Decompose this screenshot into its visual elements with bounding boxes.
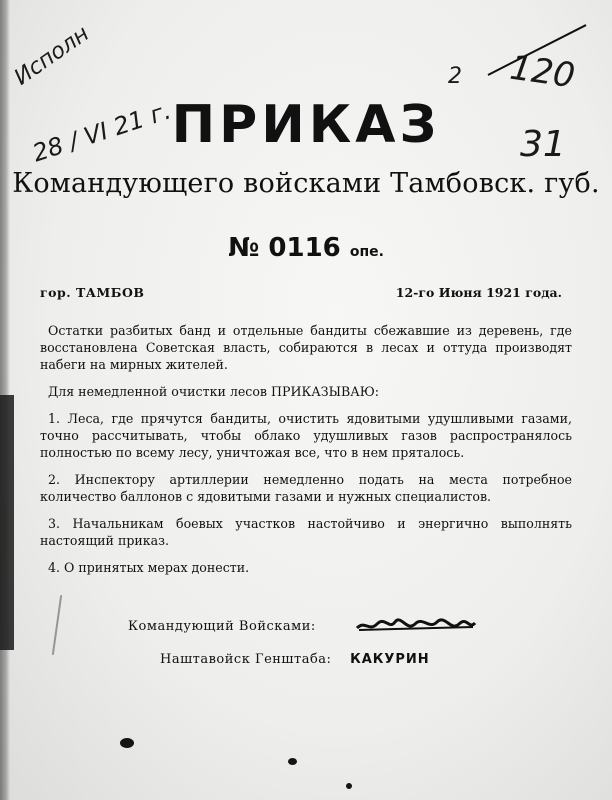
handwritten-struck-number: 120 (507, 47, 578, 97)
scan-scratch (52, 595, 62, 655)
order-number-value: № 0116 (228, 233, 341, 263)
order-line: Для немедленной очистки лесов ПРИКАЗЫВАЮ: (48, 384, 380, 399)
order-item-2: 2. Инспектору артиллерии немедленно подать на места потребное количество баллонов с ядовитыми газами и нужных специалистов. (40, 472, 572, 504)
handwritten-new-number: 31 (520, 124, 566, 165)
order-item-1: 1. Леса, где прячутся бандиты, очистить ядовитыми удушливыми газами, точно рассчитывать, чтобы облако удушливых газов распространялось полностью по всему лесу, уничтожая все, что в нем пряталось. (40, 411, 572, 460)
document-title: ПРИКАЗ (171, 95, 441, 155)
order-item-3: 3. Начальникам боевых участков настойчиво и энергично выполнять настоящий приказ. (40, 516, 572, 548)
ink-blot (120, 738, 134, 748)
chief-name: КАКУРИН (350, 652, 430, 667)
handwritten-number: 2 (448, 64, 462, 89)
commander-signature-label: Командующий Войсками: (128, 619, 316, 634)
order-number (0, 233, 612, 263)
intro-paragraph: Остатки разбитых банд и отдельные бандиты сбежавшие из деревень, где восстановлена Советская власть, собираются в лесах и оттуда производят набеги на мирных жителей. (40, 323, 572, 372)
city-line: гор. ТАМБОВ (40, 285, 145, 300)
chief-label: Наштавойск Генштаба: (160, 652, 332, 667)
ink-blot (288, 758, 297, 765)
order-number-suffix: опе. (349, 244, 384, 260)
scan-dark-margin (0, 395, 14, 650)
handwritten-date: 28 / VI 21 г. (29, 96, 175, 168)
signature-scribble (355, 618, 477, 634)
date-line: 12-го Июня 1921 года. (395, 285, 562, 300)
chief-of-staff-signature (160, 652, 430, 667)
handwritten-note: Исполн (10, 21, 94, 91)
ink-blot (346, 783, 352, 789)
order-item-4: 4. О принятых мерах донести. (48, 560, 250, 575)
document-subtitle: Командующего войсками Тамбовск. губ. (12, 168, 600, 199)
document-body (40, 322, 572, 586)
